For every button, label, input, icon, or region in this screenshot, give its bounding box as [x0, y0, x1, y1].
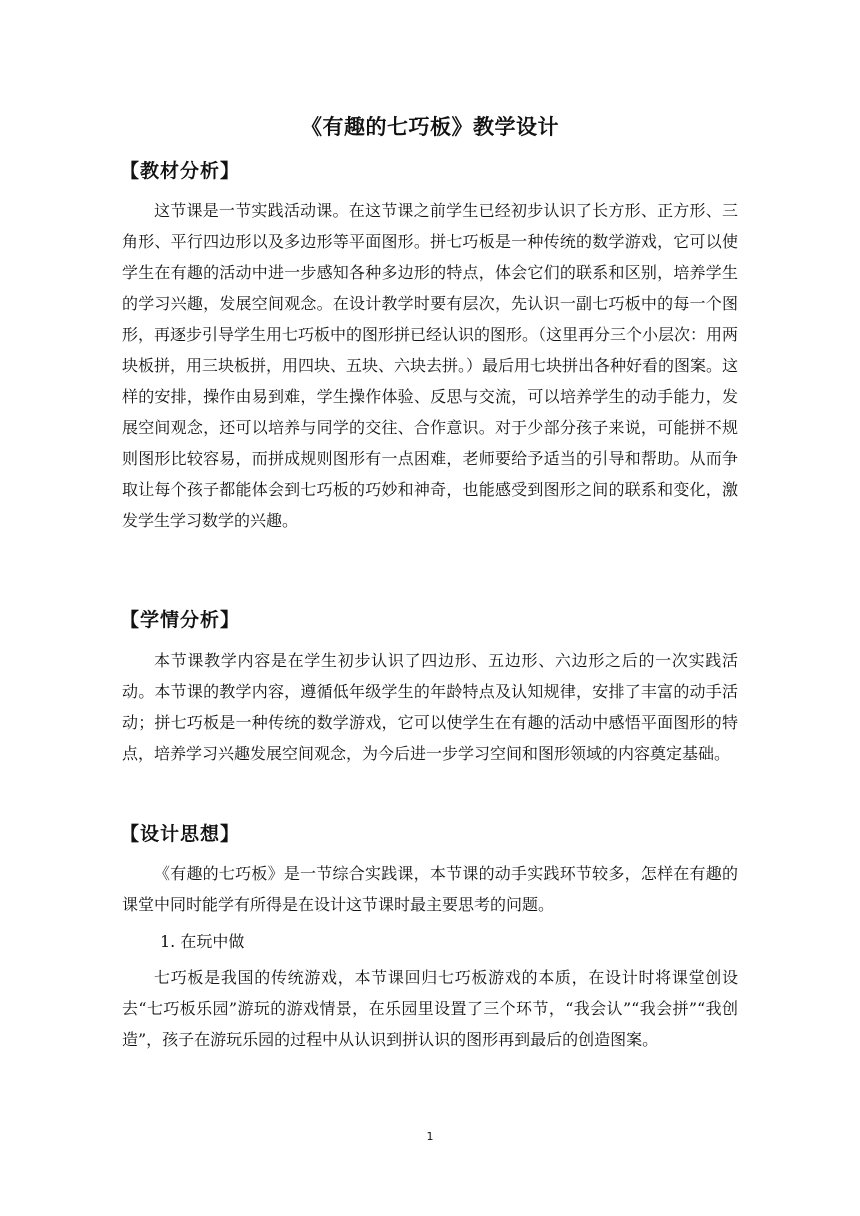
document-title: 《有趣的七巧板》教学设计 — [301, 115, 559, 139]
list-item-play-and-do: 1. 在玩中做 — [160, 932, 245, 951]
page-number: 1 — [426, 1130, 434, 1143]
paragraph-textbook-analysis: 这节课是一节实践活动课。在这节课之前学生已经初步认识了长方形、正方形、三角形、平行四边形以及多边形等平面图形。拼七巧板是一种传统的数学游戏，它可以使学生在有趣的活动中进一步感知各种多边形的特点，体会它们的联系和区别，培养学生的学习兴趣，发展空间观念。在设计教学时要有层次，先认识一副七巧板中的每一个图形，再逐步引导学生用七巧板中的图形拼已经认识的图形。（这里再分三个小层次：用两块板拼，用三块板拼，用四块、五块、六块去拼。）最后用七块拼出各种好看的图案。这样的安排，操作由易到难，学生操作体验、反思与交流，可以培养学生的动手能力，发展空间观念，还可以培养与同学的交往、合作意识。对于少部分孩子来说，可能拼不规则图形比较容易，而拼成规则图形有一点困难，老师要给予适当的引导和帮助。从而争取让每个孩子都能体会到七巧板的巧妙和神奇，也能感受到图形之间的联系和变化，激发学生学习数学的兴趣。 — [122, 201, 739, 530]
paragraph-design-idea: 《有趣的七巧板》是一节综合实践课，本节课的动手实践环节较多，怎样在有趣的课堂中同时能学有所得是在设计这节课时最主要思考的问题。 — [122, 864, 738, 914]
section-heading-student-analysis: 【学情分析】 — [120, 609, 241, 631]
section-heading-design-idea: 【设计思想】 — [120, 823, 241, 845]
paragraph-play-and-do: 七巧板是我国的传统游戏，本节课回归七巧板游戏的本质，在设计时将课堂创设去“七巧板乐园”游玩的游戏情景，在乐园里设置了三个环节，“我会认”“我会拼”“我创造”，孩子在游玩乐园的过程中从认识到拼认识的图形再到最后的创造图案。 — [122, 968, 738, 1049]
paragraph-student-analysis: 本节课教学内容是在学生初步认识了四边形、五边形、六边形之后的一次实践活动。本节课的教学内容，遵循低年级学生的年龄特点及认知规律，安排了丰富的动手活动；拼七巧板是一种传统的数学游戏，它可以使学生在有趣的活动中感悟平面图形的特点，培养学习兴趣发展空间观念，为今后进一步学习空间和图形领域的内容奠定基础。 — [122, 651, 738, 763]
section-heading-textbook-analysis: 【教材分析】 — [120, 160, 241, 182]
